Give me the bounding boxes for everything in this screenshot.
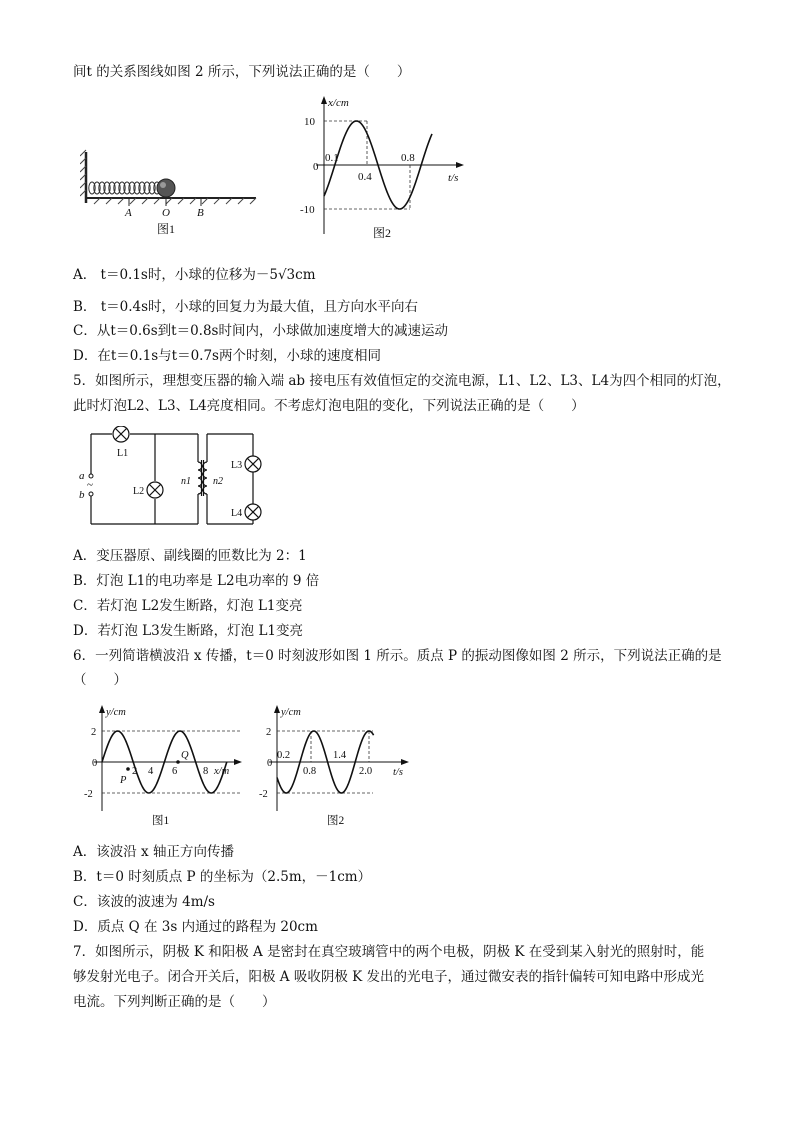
q4-intro: 间t 的关系图线如图 2 所示，下列说法正确的是（ ） [73, 64, 411, 80]
tick-x-4: 4 [148, 766, 154, 777]
q6-option-d: D．质点 Q 在 3s 内通过的路程为 20cm [73, 919, 318, 935]
q4-fig1-spring-system [80, 148, 260, 243]
origin: 0 [313, 161, 319, 173]
tick-t-2.0: 2.0 [359, 766, 373, 777]
q6-fig2-caption: 图2 [327, 815, 345, 827]
tick-y-neg2: -2 [84, 789, 93, 800]
q6-stem-line2: （ ） [73, 672, 127, 688]
point-Q [176, 760, 180, 764]
q4-fig1-caption: 图1 [157, 222, 176, 236]
q5-option-c: C．若灯泡 L2发生断路，灯泡 L1变亮 [73, 598, 303, 614]
q4-fig2-xt-graph [300, 92, 475, 242]
lamp-L3-label: L3 [231, 460, 243, 471]
q4-option-a: A． t＝0.1s时，小球的位移为－5√3cm [73, 267, 316, 283]
q5-option-d: D．若灯泡 L3发生断路，灯泡 L1变亮 [73, 623, 304, 639]
lamp-L1-label: L1 [117, 448, 129, 459]
q5-stem-line2: 此时灯泡L2、L3、L4亮度相同。不考虑灯泡电阻的变化，下列说法正确的是（ ） [73, 398, 585, 414]
terminal-a: a [79, 470, 85, 482]
q6-option-b: B．t＝0 时刻质点 P 的坐标为（2.5m，－1cm） [73, 869, 372, 885]
label-O: O [162, 207, 170, 219]
tick-t-0.1: 0.1 [325, 152, 339, 164]
q6-fig1-wave-graph [80, 703, 255, 828]
label-P: P [120, 775, 127, 786]
tick-y-neg10: -10 [300, 204, 315, 216]
q5-stem-line1: 5．如图所示，理想变压器的输入端 ab 接电压有效值恒定的交流电源，L1、L2、L3、L4为四个相同的灯泡， [73, 373, 731, 389]
tick-t-0.8: 0.8 [401, 152, 415, 164]
ac-source-symbol: ~ [87, 479, 93, 491]
q6-option-a: A．该波沿 x 轴正方向传播 [73, 844, 234, 860]
label-Q: Q [181, 750, 189, 761]
q6-stem-line1: 6．一列简谐横波沿 x 传播，t＝0 时刻波形如图 1 所示。质点 P 的振动图像如图 2 所示，下列说法正确的是 [73, 648, 722, 664]
tick-y-2: 2 [91, 727, 97, 738]
tick-t-1.4: 1.4 [333, 750, 347, 761]
point-P [126, 767, 130, 771]
lamp-L4-label: L4 [231, 508, 243, 519]
tick-x-2: 2 [132, 766, 138, 777]
q4-fig2-caption: 图2 [373, 226, 392, 240]
q6-fig1-caption: 图1 [152, 815, 170, 827]
ball [157, 179, 175, 197]
xlabel: t/s [448, 172, 459, 184]
origin: 0 [267, 758, 273, 769]
tick-t-0.8: 0.8 [303, 766, 317, 777]
q5-option-a: A．变压器原、副线圈的匝数比为 2：1 [73, 548, 307, 564]
q4-option-b: B． t＝0.4s时，小球的回复力为最大值，且方向水平向右 [73, 299, 419, 315]
coil-n2: n2 [213, 476, 223, 487]
xlabel: x/m [214, 766, 230, 777]
ylabel: x/cm [328, 97, 349, 109]
label-A: A [125, 207, 132, 219]
tick-t-0.2: 0.2 [277, 750, 291, 761]
q6-fig2-vibration-graph [255, 703, 425, 828]
tick-y-10: 10 [304, 116, 315, 128]
tick-x-6: 6 [172, 766, 178, 777]
terminal-b: b [79, 489, 85, 501]
tick-x-8: 8 [203, 766, 209, 777]
tick-y-2: 2 [266, 727, 272, 738]
q4-option-c: C．从t＝0.6s到t＝0.8s时间内，小球做加速度增大的减速运动 [73, 323, 448, 339]
tick-y-neg2: -2 [259, 789, 268, 800]
q7-stem-line3: 电流。下列判断正确的是（ ） [73, 994, 276, 1010]
spring [89, 182, 160, 194]
q7-stem-line1: 7．如图所示，阴极 K 和阳极 A 是密封在真空玻璃管中的两个电极，阴极 K 在受到某入射光的照射时，能 [73, 944, 705, 960]
q7-stem-line2: 够发射光电子。闭合开关后，阳极 A 吸收阴极 K 发出的光电子，通过微安表的指针偏转可知电路中形成光 [73, 969, 704, 985]
label-B: B [197, 207, 204, 219]
ylabel: y/cm [281, 707, 301, 718]
q5-transformer-circuit [75, 426, 275, 531]
q6-option-c: C．该波的波速为 4m/s [73, 894, 215, 910]
lamp-L2-label: L2 [133, 486, 145, 497]
ylabel: y/cm [106, 707, 126, 718]
xlabel: t/s [393, 767, 403, 778]
q4-option-d: D．在t＝0.1s与t＝0.7s两个时刻，小球的速度相同 [73, 348, 381, 364]
coil-n1: n1 [181, 476, 191, 487]
tick-t-0.4: 0.4 [358, 171, 372, 183]
origin: 0 [92, 758, 98, 769]
q5-option-b: B．灯泡 L1的电功率是 L2电功率的 9 倍 [73, 573, 320, 589]
